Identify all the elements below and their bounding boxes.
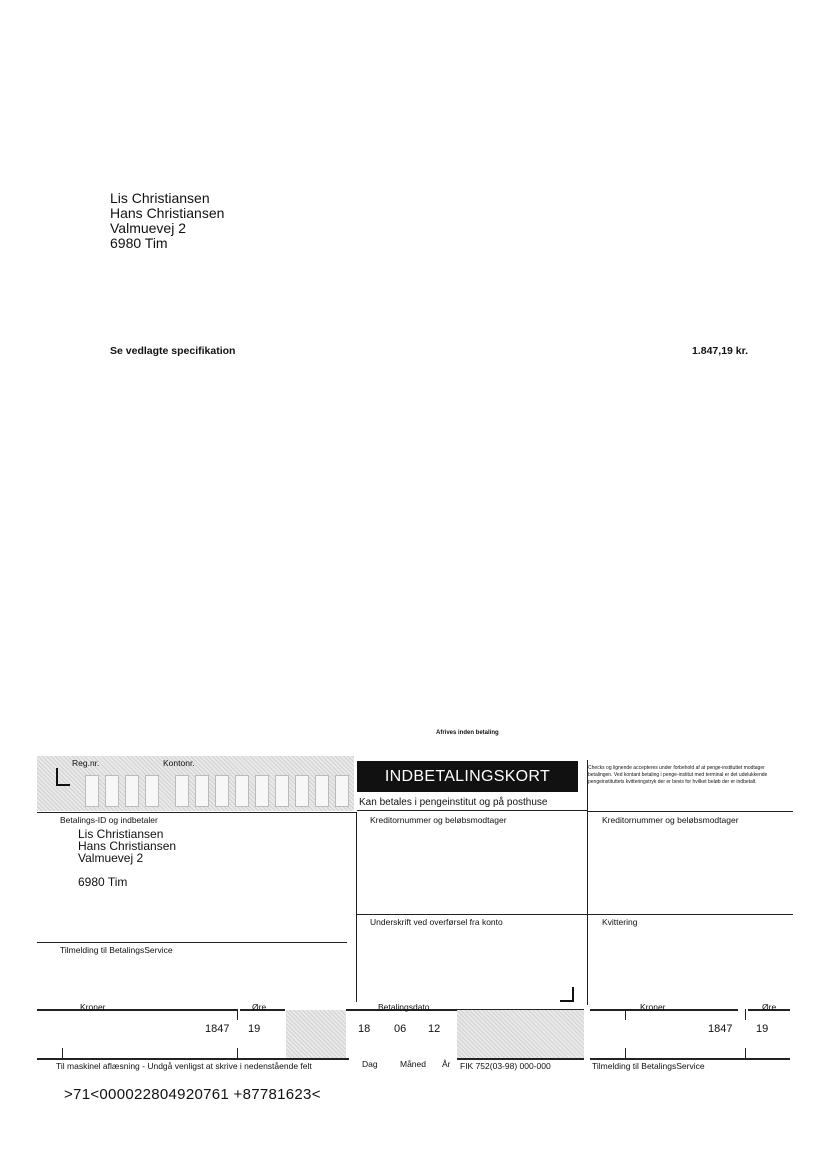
card-subtitle: Kan betales i pengeinstitut og på posthuse [359, 797, 548, 808]
hatched-area [457, 1010, 584, 1058]
machine-read-label: Til maskinel aflæsning - Undgå venligst at skrive i nedenstående felt [56, 1061, 312, 1071]
recipient-address [110, 191, 224, 251]
digit-box [215, 775, 229, 807]
account-number-box [37, 756, 354, 811]
digit-box [145, 775, 159, 807]
digit-box [335, 775, 349, 807]
corner-marker [56, 768, 70, 786]
reg-label: Reg.nr. [72, 758, 100, 768]
digit-box [235, 775, 249, 807]
creditor-label-right: Kreditornummer og beløbsmodtager [602, 815, 739, 825]
tick [237, 1048, 238, 1059]
tick [237, 1009, 238, 1020]
betalingsservice-label: Tilmelding til BetalingsService [60, 945, 173, 955]
month-label: Måned [400, 1059, 426, 1069]
divider [357, 914, 793, 915]
tick [745, 1009, 746, 1020]
payer-label: Betalings-ID og indbetaler [60, 815, 158, 825]
payer-line: Valmuevej 2 [78, 851, 144, 865]
year-value: 12 [428, 1023, 441, 1035]
amount-line [37, 1009, 237, 1011]
creditor-label: Kreditornummer og beløbsmodtager [370, 815, 507, 825]
divider [37, 942, 347, 943]
kroner-label-right: Kroner [640, 1002, 666, 1012]
receipt-label: Kvittering [602, 917, 638, 927]
bottom-line [457, 1058, 584, 1060]
tick [62, 1048, 63, 1059]
digit-box [175, 775, 189, 807]
digit-box [85, 775, 99, 807]
payment-date-label: Betalingsdato [378, 1002, 430, 1012]
recipient-line: Lis Christiansen [110, 190, 210, 206]
divider [587, 760, 588, 1005]
digit-box [195, 775, 209, 807]
tick [625, 1009, 626, 1020]
ore-label-right: Øre [762, 1002, 777, 1012]
kroner-label: Kroner [80, 1002, 106, 1012]
month-value: 06 [394, 1023, 407, 1035]
ocr-line: >71<000022804920761 +87781623< [64, 1086, 321, 1103]
digit-box [275, 775, 289, 807]
card-title: INDBETALINGSKORT [357, 761, 578, 792]
form-code: FIK 752(03-98) 000-000 [460, 1061, 551, 1071]
ore-label: Øre [252, 1002, 267, 1012]
bottom-line [37, 1058, 349, 1060]
tick [625, 1048, 626, 1059]
payer-line: 6980 Tim [78, 875, 128, 889]
specification-text: Se vedlagte specifikation [110, 345, 236, 357]
hatched-area [286, 1010, 346, 1058]
corner-marker [560, 987, 574, 1002]
konto-label: Kontonr. [163, 758, 195, 768]
divider [356, 812, 357, 1002]
total-amount: 1.847,19 kr. [692, 345, 749, 357]
day-label: Dag [362, 1059, 378, 1069]
signature-label: Underskrift ved overførsel fra konto [370, 917, 503, 927]
divider [37, 812, 357, 813]
kroner-value-right: 1847 [708, 1023, 733, 1035]
digit-box [125, 775, 139, 807]
recipient-line: 6980 Tim [110, 235, 168, 251]
ore-value-right: 19 [756, 1023, 769, 1035]
bottom-line [590, 1058, 790, 1060]
digit-box [295, 775, 309, 807]
digit-box [255, 775, 269, 807]
digit-box [315, 775, 329, 807]
tick [745, 1048, 746, 1059]
payer-address [78, 828, 176, 888]
year-label: År [442, 1059, 451, 1069]
betalingsservice-label-right: Tilmelding til BetalingsService [592, 1061, 705, 1071]
digit-box [105, 775, 119, 807]
recipient-line: Hans Christiansen [110, 205, 225, 221]
day-value: 18 [358, 1023, 371, 1035]
tear-off-text: Afrives inden betaling [436, 730, 499, 736]
kroner-value: 1847 [205, 1023, 230, 1035]
divider [588, 811, 793, 812]
ore-value: 19 [248, 1023, 261, 1035]
recipient-line: Valmuevej 2 [110, 220, 187, 236]
payer-line: Lis Christiansen [78, 827, 164, 841]
card-notice: Checks og lignende accepteres under forbehold af at penge-instituttet modtager betalingen. Ved kontant betaling i penge-institut med terminal er det udelukkende pengeinstituttets kvitteringstryk der er bevis for hvilket beløb der er indbetalt. [588, 765, 768, 785]
divider [357, 810, 587, 811]
payer-line: Hans Christiansen [78, 839, 177, 853]
